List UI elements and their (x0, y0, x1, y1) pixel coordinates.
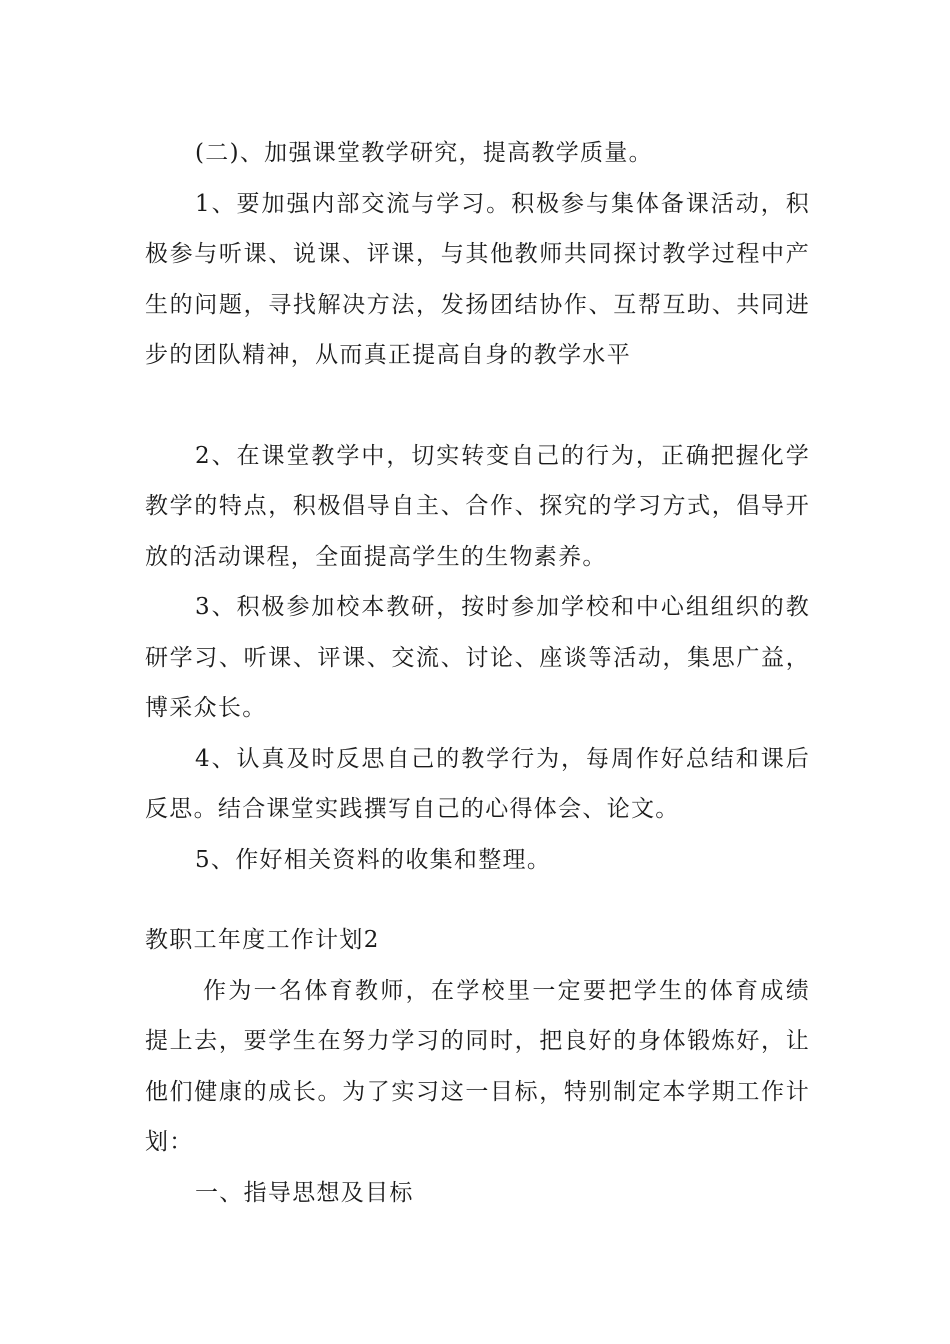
document-body (145, 128, 810, 1218)
list-item-3: 3、积极参加校本教研，按时参加学校和中心组组织的教研学习、听课、评课、交流、讨论、座谈等活动，集思广益，博采众长。 (145, 594, 810, 721)
plan-title: 教职工年度工作计划2 (145, 927, 380, 953)
list-item-4: 4、认真及时反思自己的教学行为，每周作好总结和课后反思。结合课堂实践撰写自己的心得体会、论文。 (145, 745, 810, 822)
paragraph-gap (145, 381, 810, 431)
list-item-2: 2、在课堂教学中，切实转变自己的行为，正确把握化学教学的特点，积极倡导自主、合作、探究的学习方式，倡导开放的活动课程，全面提高学生的生物素养。 (145, 442, 810, 570)
section-heading: (二)、加强课堂教学研究，提高教学质量。 (195, 140, 653, 166)
list-item-1: 1、要加强内部交流与学习。积极参与集体备课活动，积极参与听课、说课、评课，与其他教师共同探讨教学过程中产生的问题，寻找解决方法，发扬团结协作、互帮互助、共同进步的团队精神，从而真正提高自身的教学水平 (145, 190, 810, 368)
intro-paragraph: 作为一名体育教师，在学校里一定要把学生的体育成绩提上去，要学生在努力学习的同时，把良好的身体锻炼好，让他们健康的成长。为了实习这一目标，特别制定本学期工作计划： (145, 977, 810, 1155)
section-gap (145, 885, 810, 915)
subheading: 一、指导思想及目标 (195, 1179, 414, 1206)
list-item-5: 5、作好相关资料的收集和整理。 (195, 846, 552, 873)
